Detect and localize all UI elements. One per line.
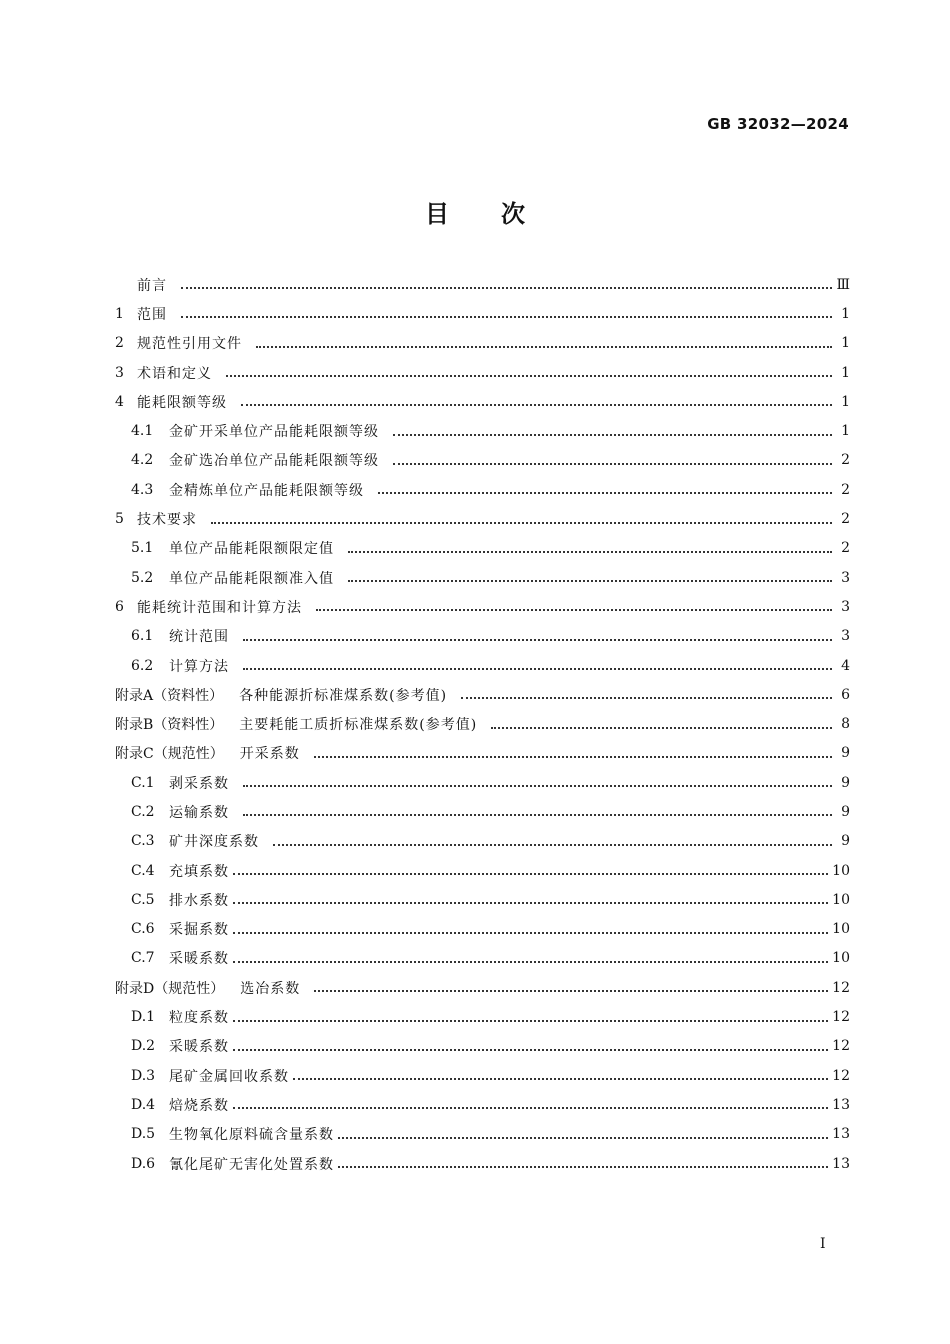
toc-entry-label: 各种能源折标准煤系数(参考值) (239, 687, 448, 704)
toc-entry-number: D.6 (131, 1155, 156, 1172)
toc-entry-page: 9 (841, 803, 850, 820)
toc-entry[interactable] (115, 475, 850, 504)
toc-entry-page: 1 (841, 305, 850, 322)
toc-entry-page: 1 (841, 393, 850, 410)
toc-leader-dots (243, 813, 832, 816)
toc-leader-dots (348, 579, 832, 582)
toc-leader-dots (348, 550, 832, 553)
toc-leader-dots (243, 638, 832, 641)
toc-entry-label: 金精炼单位产品能耗限额等级 (169, 482, 364, 499)
toc-entry[interactable] (115, 1120, 850, 1149)
toc-entry-page: 12 (832, 1009, 850, 1026)
toc-entry[interactable] (115, 416, 850, 445)
toc-leader-dots (243, 667, 832, 670)
toc-entry-label: 金矿选冶单位产品能耗限额等级 (169, 453, 379, 470)
toc-entry-label: 氰化尾矿无害化处置系数 (169, 1156, 334, 1173)
toc-entry-page: Ⅲ (836, 276, 850, 293)
toc-entry-page: 4 (841, 657, 850, 674)
toc-entry-number: 附录B（资料性） (115, 717, 224, 734)
toc-entry[interactable] (115, 1090, 850, 1119)
toc-entry[interactable] (115, 856, 850, 885)
toc-entry-number: 附录A（资料性） (115, 687, 224, 704)
toc-entry[interactable] (115, 1149, 850, 1178)
toc-entry-page: 9 (841, 833, 850, 850)
toc-entry[interactable] (115, 270, 850, 299)
toc-entry-label: 能耗限额等级 (137, 394, 227, 411)
toc-entry[interactable] (115, 797, 850, 826)
toc-entry-page: 10 (832, 891, 850, 908)
toc-entry-page: 8 (841, 716, 850, 733)
toc-entry[interactable] (115, 739, 850, 768)
toc-leader-dots (378, 491, 832, 494)
toc-entry-number: C.2 (131, 803, 155, 820)
toc-entry-number: 6.2 (131, 657, 154, 674)
toc-entry-number: 附录C（规范性） (115, 746, 224, 763)
toc-leader-dots (393, 462, 832, 465)
standard-code: GB 32032—2024 (707, 115, 849, 133)
toc-entry-label: 规范性引用文件 (137, 336, 242, 353)
toc-entry[interactable] (115, 1032, 850, 1061)
toc-entry[interactable] (115, 709, 850, 738)
toc-entry-number: 4 (115, 393, 124, 410)
toc-entry-number: 6.1 (131, 628, 154, 645)
toc-entry-label: 单位产品能耗限额准入值 (169, 570, 334, 587)
toc-entry[interactable] (115, 768, 850, 797)
toc-leader-dots (338, 1165, 828, 1168)
toc-leader-dots (181, 315, 832, 318)
toc-leader-dots (243, 784, 832, 787)
toc-entry-label: 粒度系数 (169, 1010, 229, 1027)
toc-leader-dots (211, 521, 832, 524)
toc-entry-page: 6 (841, 686, 850, 703)
toc-entry-label: 范围 (137, 306, 167, 323)
toc-entry-label: 采掘系数 (169, 922, 229, 939)
toc-entry-label: 单位产品能耗限额限定值 (169, 541, 334, 558)
toc-entry-page: 1 (841, 364, 850, 381)
toc-entry-label: 排水系数 (169, 892, 229, 909)
toc-leader-dots (256, 345, 832, 348)
toc-entry-label: 生物氧化原料硫含量系数 (169, 1127, 334, 1144)
toc-entry[interactable] (115, 622, 850, 651)
toc-entry-page: 2 (841, 540, 850, 557)
toc-entry-label: 主要耗能工质折标准煤系数(参考值) (239, 717, 478, 734)
toc-entry-label: 选冶系数 (240, 980, 301, 997)
toc-entry[interactable] (115, 592, 850, 621)
toc-entry[interactable] (115, 329, 850, 358)
toc-entry-label: 剥采系数 (169, 775, 229, 792)
toc-entry-label: 矿井深度系数 (169, 834, 259, 851)
toc-entry[interactable] (115, 563, 850, 592)
toc-entry-number: 附录D（规范性） (115, 980, 225, 997)
page-number: Ⅰ (820, 1236, 826, 1252)
toc-entry[interactable] (115, 651, 850, 680)
toc-entry-label: 运输系数 (169, 804, 229, 821)
toc-entry-page: 2 (841, 481, 850, 498)
toc-leader-dots (233, 872, 828, 875)
toc-leader-dots (233, 901, 828, 904)
toc-entry-number: 2 (115, 335, 124, 352)
toc-entry-number: 5 (115, 511, 124, 528)
toc-entry-label: 技术要求 (137, 512, 197, 529)
toc-entry[interactable] (115, 915, 850, 944)
toc-leader-dots (233, 1019, 828, 1022)
toc-entry-number: 6 (115, 598, 124, 615)
toc-entry-label: 充填系数 (169, 863, 229, 880)
toc-leader-dots (338, 1136, 828, 1139)
toc-entry-number: 4.1 (131, 423, 154, 440)
toc-entry-label: 术语和定义 (137, 365, 212, 382)
toc-entry-number: 4.2 (131, 452, 154, 469)
toc-entry-number: 5.2 (131, 569, 154, 586)
toc-leader-dots (393, 433, 832, 436)
toc-leader-dots (226, 374, 832, 377)
toc-entry-label: 开采系数 (239, 746, 300, 763)
toc-entry[interactable] (115, 973, 850, 1002)
toc-entry-page: 10 (832, 950, 850, 967)
toc-entry[interactable] (115, 299, 850, 328)
toc-entry[interactable] (115, 387, 850, 416)
toc-leader-dots (241, 403, 832, 406)
toc-entry-label: 前言 (137, 277, 167, 294)
toc-entry[interactable] (115, 504, 850, 533)
toc-entry-number: C.6 (131, 921, 155, 938)
toc-entry[interactable] (115, 827, 850, 856)
toc-entry-page: 1 (841, 423, 850, 440)
toc-entry-page: 12 (832, 979, 850, 996)
toc-leader-dots (233, 1048, 828, 1051)
toc-entry-number: 3 (115, 364, 124, 381)
toc-entry-label: 能耗统计范围和计算方法 (137, 599, 302, 616)
toc-entry[interactable] (115, 446, 850, 475)
toc-entry-page: 1 (841, 335, 850, 352)
toc-entry-page: 3 (841, 628, 850, 645)
toc-entry-page: 13 (832, 1126, 850, 1143)
toc-leader-dots (181, 286, 832, 289)
toc-entry-page: 3 (841, 598, 850, 615)
toc-entry-number: D.5 (131, 1126, 156, 1143)
toc-entry[interactable] (115, 944, 850, 973)
toc-entry-number: 4.3 (131, 481, 154, 498)
toc-entry-label: 焙烧系数 (169, 1097, 229, 1114)
toc-entry-page: 12 (832, 1067, 850, 1084)
toc-entry[interactable] (115, 680, 850, 709)
toc-entry-number: C.1 (131, 774, 155, 791)
toc-entry-page: 9 (841, 745, 850, 762)
toc-entry-number: C.7 (131, 950, 155, 967)
toc-entry-page: 2 (841, 511, 850, 528)
toc-leader-dots (233, 931, 828, 934)
toc-entry[interactable] (115, 885, 850, 914)
toc-entry-label: 计算方法 (169, 658, 229, 675)
toc-leader-dots (316, 608, 832, 611)
toc-leader-dots (233, 960, 828, 963)
toc-entry-number: D.4 (131, 1096, 156, 1113)
toc-leader-dots (314, 755, 832, 758)
toc-entry-label: 采暖系数 (169, 951, 229, 968)
toc-leader-dots (233, 1106, 828, 1109)
toc-entry[interactable] (115, 1061, 850, 1090)
toc-entry[interactable] (115, 358, 850, 387)
toc-entry-page: 10 (832, 862, 850, 879)
toc-entry-page: 13 (832, 1096, 850, 1113)
toc-entry-label: 金矿开采单位产品能耗限额等级 (169, 424, 379, 441)
toc-entry-page: 13 (832, 1155, 850, 1172)
toc-entry-page: 9 (841, 774, 850, 791)
toc-leader-dots (273, 843, 832, 846)
toc-entry-number: C.3 (131, 833, 155, 850)
toc-leader-dots (314, 989, 828, 992)
toc-entry-number: D.1 (131, 1009, 156, 1026)
toc-leader-dots (461, 696, 832, 699)
toc-entry-page: 3 (841, 569, 850, 586)
toc-entry-label: 尾矿金属回收系数 (169, 1068, 289, 1085)
toc-entry-page: 2 (841, 452, 850, 469)
toc-entry-number: D.3 (131, 1067, 156, 1084)
table-of-contents (115, 270, 850, 1178)
page-title: 目次 (425, 200, 577, 228)
toc-leader-dots (491, 726, 832, 729)
toc-entry-number: C.5 (131, 891, 155, 908)
toc-entry-label: 采暖系数 (169, 1039, 229, 1056)
toc-entry-label: 统计范围 (169, 629, 229, 646)
toc-leader-dots (293, 1077, 828, 1080)
toc-entry[interactable] (115, 534, 850, 563)
toc-entry-page: 12 (832, 1038, 850, 1055)
toc-entry[interactable] (115, 1002, 850, 1031)
toc-entry-number: 1 (115, 305, 124, 322)
toc-entry-page: 10 (832, 921, 850, 938)
toc-entry-number: D.2 (131, 1038, 156, 1055)
toc-entry-number: C.4 (131, 862, 155, 879)
toc-entry-number: 5.1 (131, 540, 154, 557)
